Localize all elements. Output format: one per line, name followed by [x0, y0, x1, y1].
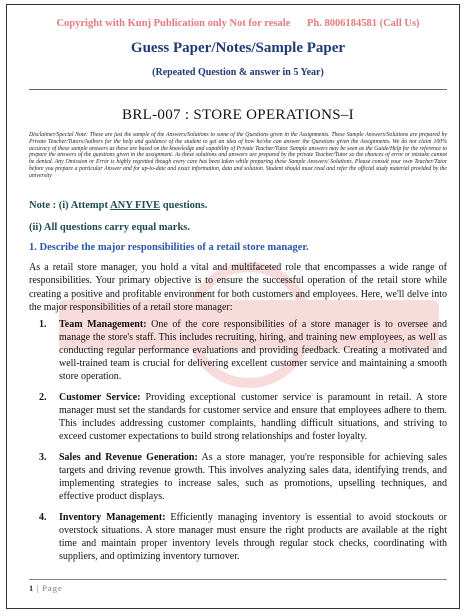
- page-label: | Page: [33, 583, 63, 593]
- document-title: Guess Paper/Notes/Sample Paper: [130, 40, 346, 56]
- note-suffix: questions.: [160, 200, 208, 211]
- page-footer: [29, 583, 63, 593]
- list-item: [29, 511, 447, 563]
- item-term: Team Management:: [59, 319, 147, 330]
- contact-phone: Ph. 8006184581 (Call Us): [306, 18, 420, 29]
- document-subtitle: (Repeated Question & answer in 5 Year): [152, 67, 324, 78]
- item-text: One of the core responsibilities of a store manager is to oversee and manage the store's staff. This includes recruiting, hiring, and training new employees, as well as conducting regular performance evaluations and providing feedback. Creating a motivated and well-trained team is crucial for delivering excellent customer service and maintaining a smooth store operation.: [59, 319, 447, 382]
- item-text: Providing exceptional customer service is paramount in retail. A store manager must set the standards for customer service and ensure that employees adhere to them. This includes addressing customer complaints, handling difficult situations, and striving to exceed customer expectations to build strong relationships and foster loyalty.: [59, 392, 447, 442]
- list-item: [29, 391, 447, 443]
- copyright-text: Copyright with Kunj Publication only Not for resale: [56, 18, 291, 29]
- page-number: 1: [29, 583, 34, 593]
- item-number: 3.: [39, 452, 47, 463]
- answer-intro: As a retail store manager, you hold a vital and multifaceted role that encompasses a wide range of responsibilities. Your primary objective is to ensure the successful operation of the retail store while creating a positive and profitable environment for both customers and employees. Here, we'll delve into the major responsibilities of a retail store manager:: [29, 262, 447, 314]
- item-text: As a store manager, you're responsible for achieving sales targets and driving revenue growth. This involves analyzing sales data, identifying trends, and implementing strategies to increase sales, such as promotions, upselling techniques, and effective product displays.: [59, 452, 447, 502]
- item-term: Inventory Management:: [59, 512, 166, 523]
- item-term: Customer Service:: [59, 392, 141, 403]
- note-prefix: Note : (i) Attempt: [29, 200, 111, 211]
- note-emphasis: ANY FIVE: [110, 200, 161, 211]
- footer-divider: [29, 579, 447, 580]
- item-number: 1.: [39, 319, 47, 330]
- list-item: [29, 318, 447, 383]
- course-title: BRL-007 : STORE OPERATIONS–I: [122, 107, 354, 123]
- item-text: Efficiently managing inventory is essential to avoid stockouts or overstock situations. A store manager must ensure the right products are available at the right time and maintain proper inventory levels through regular stock checks, coordinating with suppliers, and optimizing inventory turnover.: [59, 512, 447, 562]
- list-item: [29, 451, 447, 503]
- note-line-1: [29, 200, 207, 211]
- item-number: 4.: [39, 512, 47, 523]
- note-line-2: (ii) All questions carry equal marks.: [29, 222, 191, 233]
- item-term: Sales and Revenue Generation:: [59, 452, 198, 463]
- header-divider: [29, 89, 447, 90]
- copyright-banner: [29, 18, 447, 29]
- disclaimer: Disclaimer/Special Note: These are just the sample of the Answers/Solutions to some of the Questions given in the Assignments. These Sample Answers/Solutions are prepared by Private Teacher/Tutors/Authors for the help and guidance of the student to get an idea of how he/she can answer the Questions given the Assignments. We do not claim 100% accuracy of these sample answers as these are based on the knowledge and capability of Private Teacher/Tutor. Sample answers may be seen as the Guide/Help for the reference to prepare the answers of the questions given in the assignment. As these solutions and answers are prepared by the private Teacher/Tutor so the chances of error or mistake cannot be denied. Any Omission or Error is highly regretted though every care has been taken while preparing these Sample Answers/ Solutions. Please consult your own Teacher/Tutor before you prepare a particular Answer and for up-to-date and exact information, data and solution. Student should must read and refer the official study material provided by the university: [29, 132, 447, 179]
- question-heading: 1. Describe the major responsibilities of a retail store manager.: [29, 242, 309, 253]
- responsibilities-list: [29, 318, 447, 571]
- item-number: 2.: [39, 392, 47, 403]
- document-page: [6, 4, 460, 609]
